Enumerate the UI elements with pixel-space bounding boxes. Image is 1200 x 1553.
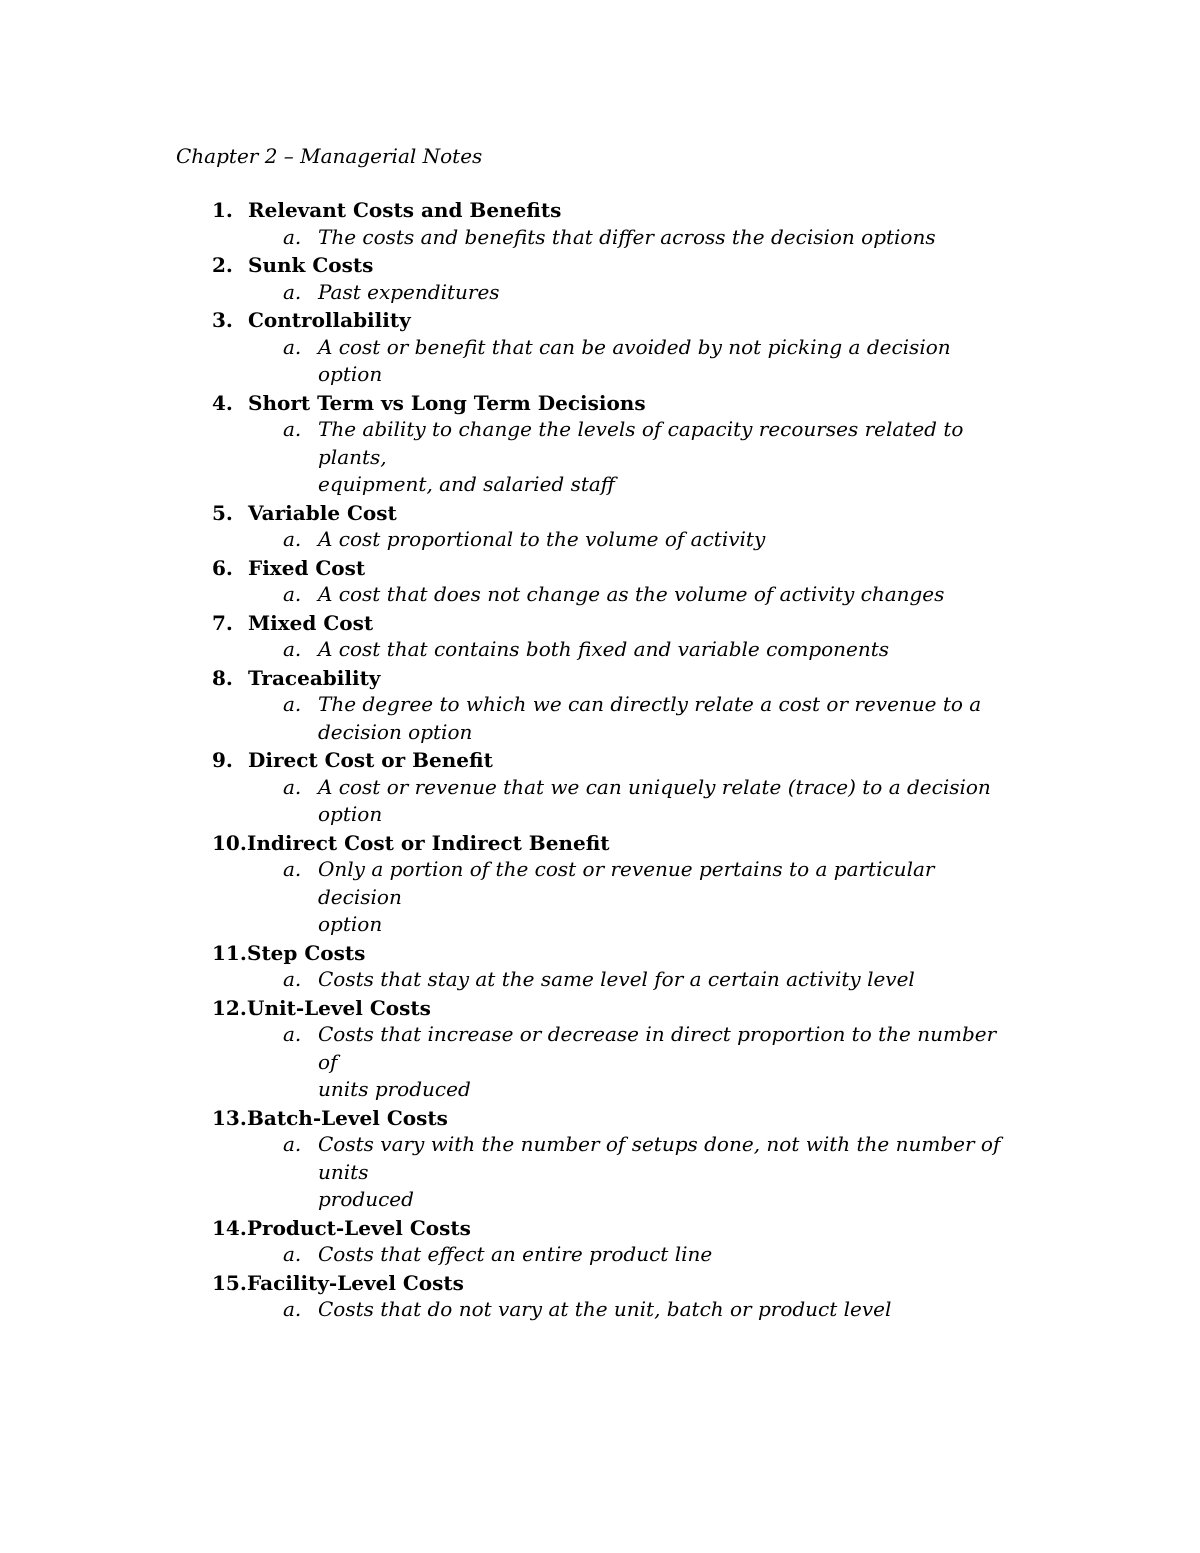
definition-marker: a.: [283, 967, 302, 991]
definition-row: [0, 581, 1200, 609]
term-row: [0, 196, 1200, 224]
definition-row: [0, 966, 1200, 994]
definition-marker: a.: [283, 857, 302, 881]
term-heading: Variable Cost: [248, 500, 397, 525]
term-row: [0, 1269, 1200, 1297]
term-number: 7.: [212, 610, 233, 635]
definition-text: A cost or revenue that we can uniquely relate (trace) to a decision option: [318, 774, 991, 826]
outline-item-4: [0, 389, 1200, 499]
definition-row: [0, 1131, 1200, 1214]
term-row: [0, 499, 1200, 527]
definition-row: [0, 856, 1200, 939]
definition-text: The costs and benefits that differ across the decision options: [318, 224, 936, 249]
term-number: 8.: [212, 665, 233, 690]
outline-item-3: [0, 306, 1200, 389]
outline-item-11: [0, 939, 1200, 994]
term-heading: Fixed Cost: [248, 555, 366, 580]
term-number: 13.: [212, 1105, 247, 1130]
definition-text: Past expenditures: [318, 279, 500, 304]
term-heading: Direct Cost or Benefit: [248, 748, 493, 772]
definition-text: Costs that stay at the same level for a certain activity level: [318, 967, 915, 991]
term-row: [0, 554, 1200, 582]
term-heading: Mixed Cost: [248, 610, 374, 635]
outline-item-1: [0, 196, 1200, 251]
definition-marker: a.: [283, 1022, 302, 1046]
definition-text: Costs that effect an entire product line: [318, 1242, 713, 1266]
definition-text: A cost or benefit that can be avoided by not picking a decision option: [318, 334, 951, 386]
definition-marker: a.: [283, 582, 302, 606]
term-number: 2.: [212, 253, 233, 277]
outline-item-14: [0, 1214, 1200, 1269]
definition-marker: a.: [283, 1242, 302, 1266]
definition-row: [0, 416, 1200, 499]
definition-row: [0, 1021, 1200, 1104]
term-number: 14.: [212, 1215, 247, 1240]
term-heading: Sunk Costs: [248, 253, 374, 277]
term-number: 15.: [212, 1270, 247, 1295]
notes-outline: [0, 196, 1200, 1324]
definition-text: Costs that do not vary at the unit, batch or product level: [318, 1297, 892, 1321]
definition-row: [0, 526, 1200, 554]
document-title: Chapter 2 – Managerial Notes: [176, 144, 483, 168]
definition-row: [0, 774, 1200, 829]
term-row: [0, 251, 1200, 279]
term-row: [0, 306, 1200, 334]
definition-marker: a.: [283, 334, 302, 359]
term-row: [0, 1214, 1200, 1242]
term-heading: Short Term vs Long Term Decisions: [248, 390, 646, 415]
definition-text: Costs that increase or decrease in direct proportion to the number of units produced: [318, 1022, 997, 1101]
definition-text: The ability to change the levels of capacity recourses related to plants, equipment, and salaried staff: [318, 417, 964, 496]
definition-marker: a.: [283, 1132, 302, 1156]
term-heading: Facility-Level Costs: [247, 1270, 464, 1295]
term-row: [0, 609, 1200, 637]
term-heading: Step Costs: [247, 940, 366, 965]
term-heading: Controllability: [248, 308, 411, 332]
term-row: [0, 389, 1200, 417]
definition-row: [0, 1296, 1200, 1324]
term-number: 3.: [212, 308, 233, 332]
term-number: 9.: [212, 748, 233, 772]
term-row: [0, 664, 1200, 692]
definition-text: The degree to which we can directly relate a cost or revenue to a decision option: [318, 692, 982, 744]
definition-marker: a.: [283, 1297, 302, 1321]
definition-marker: a.: [283, 224, 302, 249]
definition-marker: a.: [283, 279, 302, 304]
term-number: 11.: [212, 940, 247, 965]
term-number: 1.: [212, 198, 233, 222]
definition-text: Costs vary with the number of setups done, not with the number of units produced: [318, 1132, 1001, 1211]
term-number: 10.: [212, 830, 247, 855]
term-row: [0, 994, 1200, 1022]
definition-row: [0, 691, 1200, 746]
outline-item-15: [0, 1269, 1200, 1324]
definition-marker: a.: [283, 692, 302, 716]
term-number: 4.: [212, 390, 233, 415]
outline-item-12: [0, 994, 1200, 1104]
term-heading: Batch-Level Costs: [247, 1105, 448, 1130]
term-row: [0, 939, 1200, 967]
definition-marker: a.: [283, 527, 302, 551]
term-heading: Unit-Level Costs: [247, 995, 431, 1020]
outline-item-10: [0, 829, 1200, 939]
definition-row: [0, 224, 1200, 252]
term-row: [0, 746, 1200, 774]
definition-row: [0, 636, 1200, 664]
term-number: 5.: [212, 500, 233, 525]
outline-item-7: [0, 609, 1200, 664]
outline-item-5: [0, 499, 1200, 554]
outline-item-13: [0, 1104, 1200, 1214]
definition-marker: a.: [283, 637, 302, 661]
definition-marker: a.: [283, 417, 302, 441]
definition-row: [0, 334, 1200, 389]
definition-text: A cost that does not change as the volume of activity changes: [318, 582, 945, 606]
definition-text: A cost proportional to the volume of activity: [318, 527, 766, 551]
outline-item-6: [0, 554, 1200, 609]
outline-item-9: [0, 746, 1200, 829]
outline-item-2: [0, 251, 1200, 306]
term-heading: Relevant Costs and Benefits: [248, 198, 562, 222]
term-heading: Traceability: [248, 665, 381, 690]
outline-item-8: [0, 664, 1200, 747]
term-row: [0, 1104, 1200, 1132]
term-number: 6.: [212, 555, 233, 580]
definition-marker: a.: [283, 774, 302, 799]
term-row: [0, 829, 1200, 857]
term-number: 12.: [212, 995, 247, 1020]
term-heading: Indirect Cost or Indirect Benefit: [247, 830, 610, 855]
definition-row: [0, 279, 1200, 307]
definition-text: Only a portion of the cost or revenue pertains to a particular decision option: [318, 857, 935, 936]
term-heading: Product-Level Costs: [247, 1215, 471, 1240]
definition-row: [0, 1241, 1200, 1269]
definition-text: A cost that contains both fixed and variable components: [318, 637, 890, 661]
